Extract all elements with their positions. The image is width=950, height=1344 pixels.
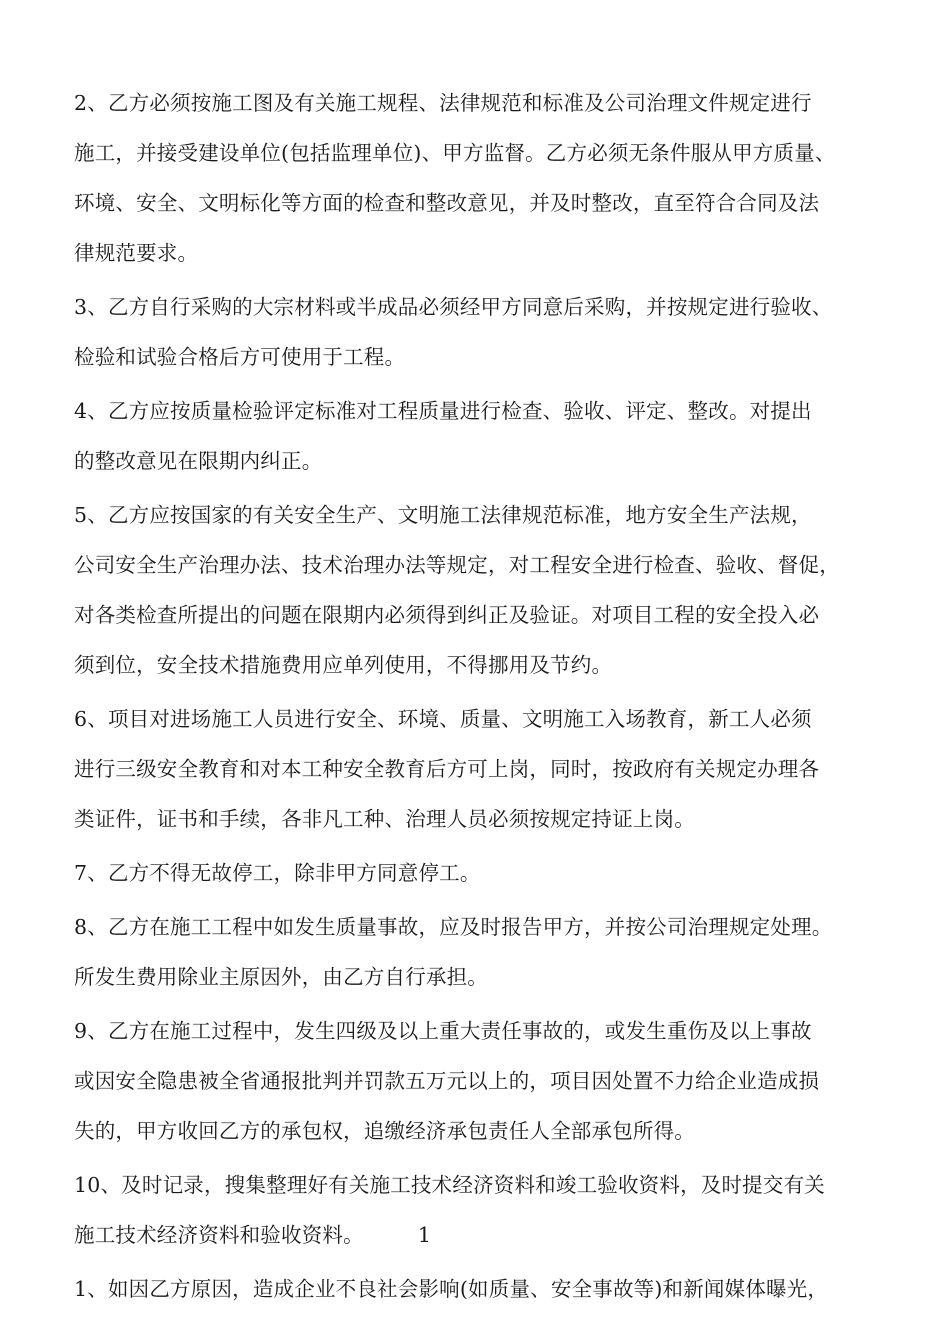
paragraph-10 — [74, 1160, 894, 1260]
text-line: 10、及时记录，搜集整理好有关施工技术经济资料和竣工验收资料，及时提交有关 — [74, 1173, 825, 1197]
paragraph-7 — [74, 848, 894, 898]
text-line: 7、乙方不得无故停工，除非甲方同意停工。 — [74, 861, 481, 885]
text-line: 6、项目对进场施工人员进行安全、环境、质量、文明施工入场教育，新工人必须 — [74, 707, 812, 731]
text-line: 5、乙方应按国家的有关安全生产、文明施工法律规范标准，地方安全生产法规， — [74, 503, 812, 527]
paragraph-2 — [74, 78, 894, 278]
text-line: 2、乙方必须按施工图及有关施工规程、法律规范和标准及公司治理文件规定进行 — [74, 91, 812, 115]
text-line: 对各类检查所提出的问题在限期内必须得到纠正及验证。对项目工程的安全投入必 — [74, 603, 820, 627]
text-line: 环境、安全、文明标化等方面的检查和整改意见，并及时整改，直至符合合同及法 — [74, 191, 820, 215]
text-line: 或因安全隐患被全省通报批判并罚款五万元以上的，项目因处置不力给企业造成损 — [74, 1069, 820, 1093]
paragraph-1-next — [74, 1264, 894, 1314]
text-line: 所发生费用除业主原因外，由乙方自行承担。 — [74, 965, 488, 989]
text-line: 进行三级安全教育和对本工种安全教育后方可上岗，同时，按政府有关规定办理各 — [74, 757, 820, 781]
text-line: 的整改意见在限期内纠正。 — [74, 449, 323, 473]
text-line: 检验和试验合格后方可使用于工程。 — [74, 345, 406, 369]
paragraph-6 — [74, 694, 894, 844]
text-line: 公司安全生产治理办法、技术治理办法等规定，对工程安全进行检查、验收、督促， — [74, 553, 840, 577]
paragraph-4 — [74, 386, 894, 486]
text-line: 失的，甲方收回乙方的承包权，追缴经济承包责任人全部承包所得。 — [74, 1119, 695, 1143]
text-line: 须到位，安全技术措施费用应单列使用，不得挪用及节约。 — [74, 653, 613, 677]
paragraph-8 — [74, 902, 894, 1002]
text-line: 4、乙方应按质量检验评定标准对工程质量进行检查、验收、评定、整改。对提出 — [74, 399, 812, 423]
page-number: 1 — [417, 1223, 432, 1247]
text-line: 施工，并接受建设单位(包括监理单位)、甲方监督。乙方必须无条件服从甲方质量、 — [74, 141, 836, 165]
text-line: 律规范要求。 — [74, 241, 199, 265]
text-line: 9、乙方在施工过程中，发生四级及以上重大责任事故的，或发生重伤及以上事故 — [74, 1019, 812, 1043]
document-body — [74, 78, 894, 1318]
text-line: 8、乙方在施工工程中如发生质量事故，应及时报告甲方，并按公司治理规定处理。 — [74, 915, 833, 939]
text-line: 1、如因乙方原因，造成企业不良社会影响(如质量、安全事故等)和新闻媒体曝光， — [74, 1277, 829, 1301]
text-line: 类证件，证书和手续，各非凡工种、治理人员必须按规定持证上岗。 — [74, 807, 695, 831]
paragraph-5 — [74, 490, 894, 690]
paragraph-3 — [74, 282, 894, 382]
text-line: 3、乙方自行采购的大宗材料或半成品必须经甲方同意后采购，并按规定进行验收、 — [74, 295, 833, 319]
text-line — [74, 1210, 894, 1260]
text-line-content: 施工技术经济资料和验收资料。 — [74, 1223, 364, 1247]
paragraph-9 — [74, 1006, 894, 1156]
